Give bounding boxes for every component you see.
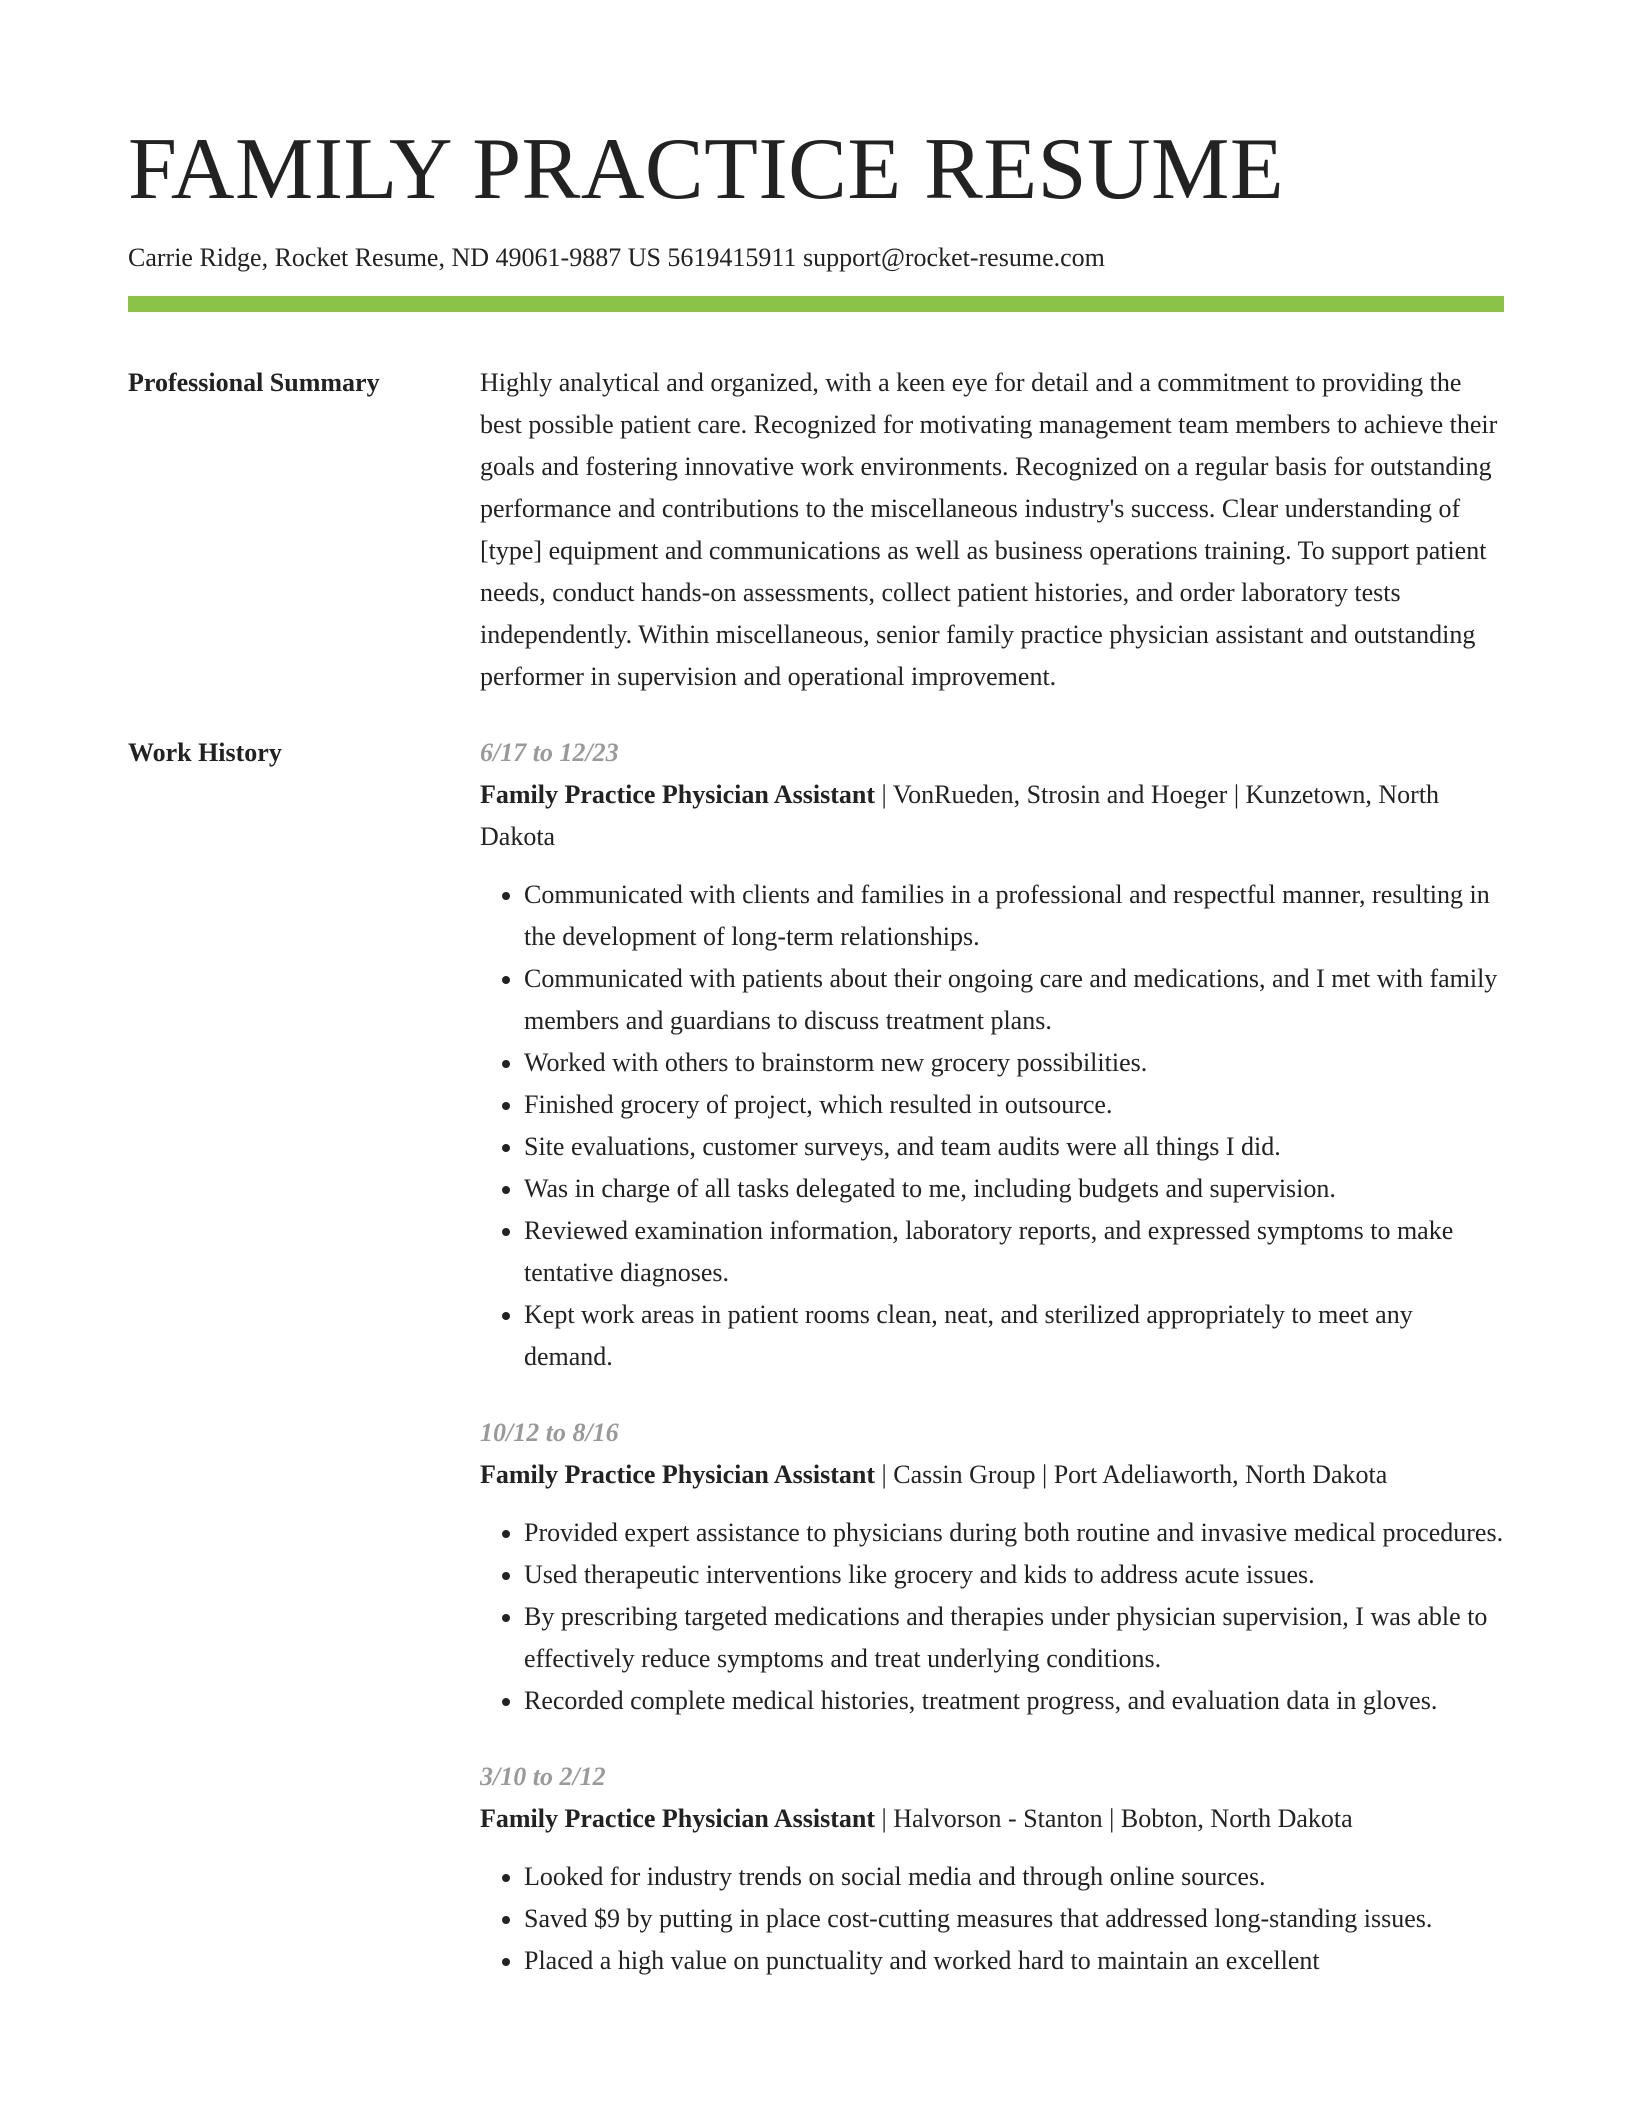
job-bullet: • Provided expert assistance to physicians during both routine and invasive medical procedures. [524,1512,1504,1554]
job-bullet: • Communicated with clients and families in a professional and respectful manner, resulting in the development of long-term relationships. [524,874,1504,958]
job-bullet: • Was in charge of all tasks delegated to me, including budgets and supervision. [524,1168,1504,1210]
job-entry [480,1756,1504,1982]
job-dates: 10/12 to 8/16 [480,1418,619,1447]
job-title: Family Practice Physician Assistant [480,780,876,809]
job-heading [480,1454,1504,1496]
work-history-label: Work History [128,738,282,767]
job-bullet: • Communicated with patients about their ongoing care and medications, and I met with family members and guardians to discuss treatment plans. [524,958,1504,1042]
job-title: Family Practice Physician Assistant [480,1804,876,1833]
job-bullet-list [480,1856,1504,1982]
job-dates: 6/17 to 12/23 [480,738,619,767]
accent-divider [128,296,1504,312]
job-employer-location: | Cassin Group | Port Adeliaworth, North Dakota [875,1460,1388,1489]
professional-summary-text: Highly analytical and organized, with a keen eye for detail and a commitment to providing the best possible patient care. Recognized for motivating management team members to achieve their goals and fostering innovative work environments. Recognized on a regular basis for outstanding performance and contributions to the miscellaneous industry's success. Clear understanding of [type] equipment and communications as well as business operations training. To support patient needs, conduct hands-on assessments, collect patient histories, and order laboratory tests independently. Within miscellaneous, senior family practice physician assistant and outstanding performer in supervision and operational improvement. [480,368,1498,691]
job-bullet: • Kept work areas in patient rooms clean, neat, and sterilized appropriately to meet any demand. [524,1294,1504,1378]
job-bullet: • Used therapeutic interventions like grocery and kids to address acute issues. [524,1554,1504,1596]
resume-page [128,0,1504,1982]
professional-summary-label: Professional Summary [128,368,380,397]
resume-title: FAMILY PRACTICE RESUME [128,121,1285,218]
job-bullet: • Finished grocery of project, which resulted in outsource. [524,1084,1504,1126]
job-bullet-list [480,874,1504,1378]
job-bullet: • Site evaluations, customer surveys, and team audits were all things I did. [524,1126,1504,1168]
job-bullet: • Saved $9 by putting in place cost-cutting measures that addressed long-standing issues. [524,1898,1504,1940]
work-history-jobs [480,732,1504,1982]
job-entry [480,1412,1504,1722]
professional-summary-section [128,362,1504,698]
job-title: Family Practice Physician Assistant [480,1460,876,1489]
job-bullet: • Recorded complete medical histories, treatment progress, and evaluation data in gloves. [524,1680,1504,1722]
job-bullet: • Reviewed examination information, laboratory reports, and expressed symptoms to make tentative diagnoses. [524,1210,1504,1294]
job-bullet-list [480,1512,1504,1722]
job-dates: 3/10 to 2/12 [480,1762,606,1791]
job-bullet: • Placed a high value on punctuality and worked hard to maintain an excellent [524,1940,1504,1982]
job-bullet: • Worked with others to brainstorm new grocery possibilities. [524,1042,1504,1084]
job-heading [480,1798,1504,1840]
job-bullet: • Looked for industry trends on social media and through online sources. [524,1856,1504,1898]
work-history-section [128,732,1504,1982]
job-bullet: • By prescribing targeted medications and therapies under physician supervision, I was able to effectively reduce symptoms and treat underlying conditions. [524,1596,1504,1680]
contact-line: Carrie Ridge, Rocket Resume, ND 49061-9887 US 5619415911 support@rocket-resume.com [128,243,1105,272]
job-heading [480,774,1504,858]
job-employer-location: | VonRueden, Strosin and Hoeger | Kunzetown, North Dakota [480,780,1440,851]
job-entry [480,732,1504,1378]
job-employer-location: | Halvorson - Stanton | Bobton, North Dakota [875,1804,1353,1833]
